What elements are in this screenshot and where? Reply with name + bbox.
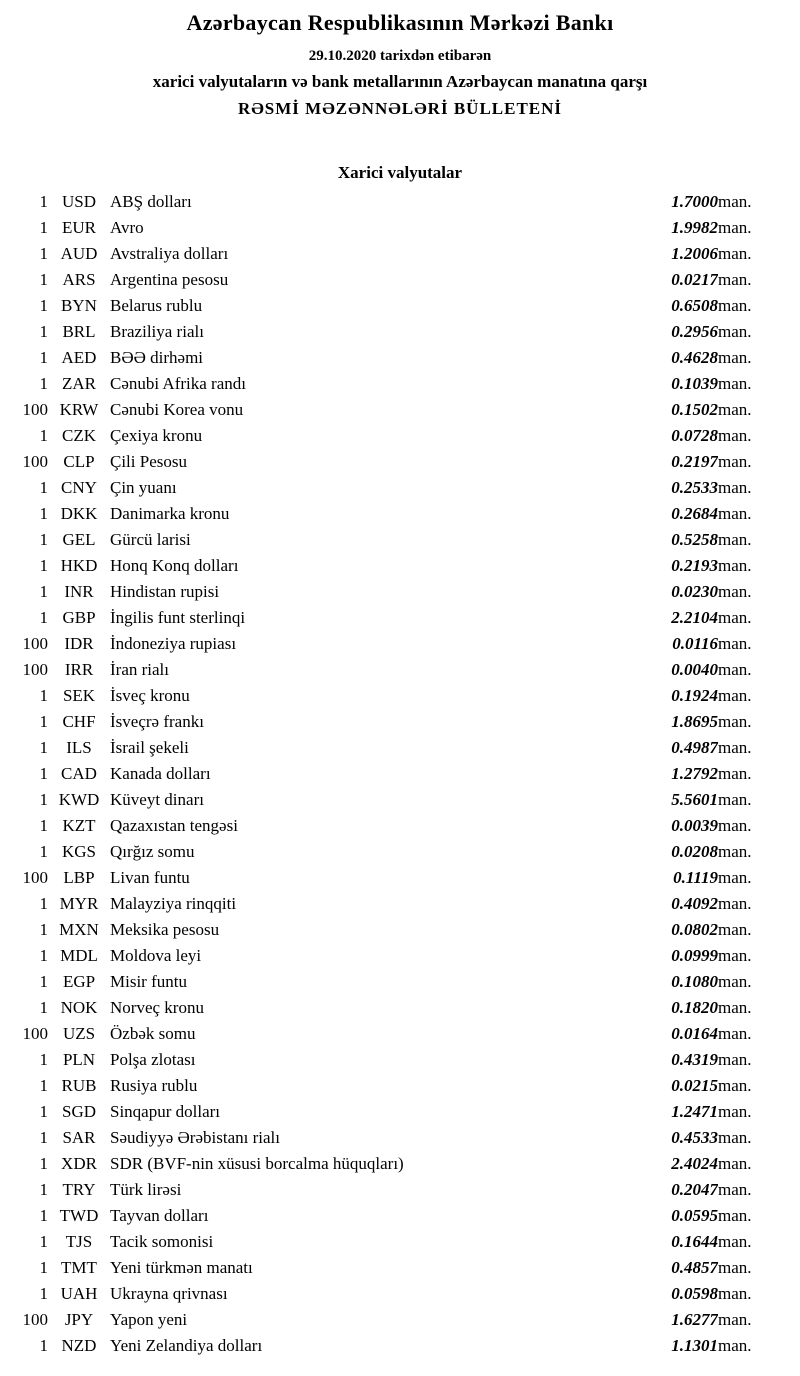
currency-code: GEL (62, 530, 96, 549)
rate-quantity: 100 (22, 660, 48, 679)
rate-value: 0.0217 (671, 270, 718, 289)
rate-quantity: 1 (39, 686, 48, 705)
rate-unit: man. (718, 1336, 752, 1355)
rate-unit: man. (718, 322, 752, 341)
rate-unit: man. (718, 1024, 752, 1043)
currency-name: Moldova leyi (110, 946, 202, 965)
rate-quantity: 1 (39, 608, 48, 627)
rate-unit: man. (718, 712, 752, 731)
rate-unit: man. (718, 686, 752, 705)
currency-name: Rusiya rublu (110, 1076, 198, 1095)
rate-value: 0.0802 (671, 920, 718, 939)
currency-name: Çili Pesosu (110, 452, 187, 471)
rate-quantity: 100 (22, 634, 48, 653)
rate-row (4, 1047, 774, 1073)
rate-unit: man. (718, 738, 752, 757)
currency-name: İsveç kronu (110, 686, 190, 705)
currency-name: Polşa zlotası (110, 1050, 196, 1069)
currency-name: Yapon yeni (110, 1310, 188, 1329)
currency-code: AUD (60, 244, 98, 263)
currency-code: CHF (62, 712, 96, 731)
rate-unit: man. (718, 1102, 752, 1121)
rate-quantity: 1 (39, 1076, 48, 1095)
rate-unit: man. (718, 348, 752, 367)
currency-name: Çexiya kronu (110, 426, 203, 445)
rate-value: 1.2006 (671, 244, 718, 263)
rate-row (4, 683, 774, 709)
rate-value: 0.0595 (671, 1206, 718, 1225)
currency-code: KZT (62, 816, 96, 835)
currency-code: CZK (62, 426, 96, 445)
rate-value: 0.0039 (671, 816, 718, 835)
rate-value: 0.6508 (671, 296, 718, 315)
rates-table-body (4, 189, 774, 1359)
currency-code: TJS (65, 1232, 93, 1251)
rate-quantity: 1 (39, 244, 48, 263)
rate-row (4, 735, 774, 761)
document-subtitle: xarici valyutaların və bank metallarının Azərbaycan manatına qarşı (152, 72, 648, 91)
currency-name: Tacik somonisi (110, 1232, 214, 1251)
rate-row (4, 319, 774, 345)
currency-name: Gürcü larisi (110, 530, 191, 549)
rate-quantity: 1 (39, 972, 48, 991)
exchange-rates-table (4, 189, 774, 1359)
rate-row (4, 761, 774, 787)
rate-unit: man. (718, 244, 752, 263)
rate-quantity: 1 (39, 738, 48, 757)
currency-code: BYN (61, 296, 97, 315)
currency-code: CLP (63, 452, 95, 471)
currency-name: Səudiyyə Ərəbistanı rialı (110, 1128, 280, 1147)
rate-value: 1.2471 (671, 1102, 718, 1121)
rate-row (4, 1281, 774, 1307)
currency-name: Sinqapur dolları (110, 1102, 221, 1121)
currency-name: Braziliya rialı (110, 322, 204, 341)
currency-code: ZAR (62, 374, 96, 393)
currency-name: Norveç kronu (110, 998, 204, 1017)
rate-value: 0.0208 (671, 842, 718, 861)
rate-row (4, 267, 774, 293)
rate-quantity: 1 (39, 790, 48, 809)
rate-row (4, 501, 774, 527)
rate-unit: man. (718, 868, 752, 887)
rate-unit: man. (718, 1310, 752, 1329)
rate-value: 1.9982 (671, 218, 718, 237)
rate-quantity: 1 (39, 712, 48, 731)
rate-quantity: 100 (22, 400, 48, 419)
rate-value: 0.1119 (673, 868, 718, 887)
rate-unit: man. (718, 634, 752, 653)
rate-row (4, 241, 774, 267)
currency-name: Qazaxıstan tengəsi (110, 816, 238, 835)
rate-unit: man. (718, 660, 752, 679)
currency-name: İsveçrə frankı (110, 712, 204, 731)
rate-quantity: 100 (22, 1310, 48, 1329)
rate-row (4, 345, 774, 371)
currency-name: Avstraliya dolları (110, 244, 229, 263)
rate-unit: man. (718, 920, 752, 939)
rate-unit: man. (718, 816, 752, 835)
rate-value: 0.4319 (671, 1050, 718, 1069)
currency-name: Çin yuanı (110, 478, 177, 497)
currency-name: ABŞ dolları (110, 192, 192, 211)
currency-name: İran rialı (110, 660, 169, 679)
rate-quantity: 1 (39, 270, 48, 289)
rate-row (4, 865, 774, 891)
rate-value: 0.4628 (671, 348, 718, 367)
currency-name: Kanada dolları (110, 764, 211, 783)
rate-unit: man. (718, 504, 752, 523)
rate-unit: man. (718, 192, 752, 211)
currency-code: AED (61, 348, 97, 367)
rate-quantity: 1 (39, 998, 48, 1017)
currency-code: JPY (64, 1310, 94, 1329)
rate-unit: man. (718, 452, 752, 471)
currency-code: SGD (61, 1102, 96, 1121)
rate-value: 0.2533 (671, 478, 718, 497)
currency-name: Yeni türkmən manatı (110, 1258, 253, 1277)
currency-code: KRW (59, 400, 99, 419)
rate-quantity: 1 (39, 192, 48, 211)
currency-code: SEK (62, 686, 96, 705)
rate-unit: man. (718, 1284, 752, 1303)
rate-unit: man. (718, 972, 752, 991)
rate-quantity: 1 (39, 1050, 48, 1069)
currency-code: CAD (61, 764, 97, 783)
rate-value: 2.4024 (671, 1154, 718, 1173)
rate-unit: man. (718, 400, 752, 419)
rate-quantity: 1 (39, 348, 48, 367)
rate-row (4, 189, 774, 215)
currency-code: BRL (62, 322, 96, 341)
currency-code: GBP (62, 608, 96, 627)
rate-unit: man. (718, 842, 752, 861)
rate-unit: man. (718, 946, 752, 965)
rate-unit: man. (718, 1206, 752, 1225)
currency-code: USD (61, 192, 96, 211)
rate-quantity: 1 (39, 322, 48, 341)
rate-unit: man. (718, 1258, 752, 1277)
currency-code: HKD (60, 556, 98, 575)
rate-value: 1.8695 (671, 712, 718, 731)
currency-code: PLN (62, 1050, 96, 1069)
bank-title: Azərbaycan Respublikasının Mərkəzi Bankı (186, 10, 614, 35)
currency-code: MXN (59, 920, 99, 939)
rate-value: 0.0164 (671, 1024, 718, 1043)
rate-quantity: 100 (22, 452, 48, 471)
rate-value: 1.1301 (671, 1336, 718, 1355)
rate-row (4, 917, 774, 943)
rate-unit: man. (718, 894, 752, 913)
rate-value: 0.4987 (671, 738, 718, 757)
rate-quantity: 1 (39, 764, 48, 783)
currency-code: KGS (61, 842, 96, 861)
rate-row (4, 839, 774, 865)
rate-row (4, 553, 774, 579)
rate-row (4, 215, 774, 241)
rate-unit: man. (718, 478, 752, 497)
rate-row (4, 1151, 774, 1177)
currency-code: RUB (61, 1076, 97, 1095)
rate-unit: man. (718, 764, 752, 783)
rate-quantity: 1 (39, 946, 48, 965)
rate-row (4, 1099, 774, 1125)
currency-name: Cənubi Afrika randı (110, 374, 246, 393)
rate-unit: man. (718, 790, 752, 809)
currency-code: ILS (66, 738, 92, 757)
rate-quantity: 1 (39, 582, 48, 601)
currency-name: Honq Konq dolları (110, 556, 239, 575)
rate-quantity: 1 (39, 894, 48, 913)
rate-value: 0.0728 (671, 426, 718, 445)
currency-code: IDR (64, 634, 94, 653)
currency-code: MDL (60, 946, 98, 965)
currency-name: Livan funtu (110, 868, 190, 887)
currency-name: Cənubi Korea vonu (110, 400, 244, 419)
rate-unit: man. (718, 1232, 752, 1251)
currency-code: TWD (59, 1206, 99, 1225)
rate-value: 0.1080 (671, 972, 718, 991)
rate-row (4, 709, 774, 735)
bulletin-title: RƏSMİ MƏZƏNNƏLƏRİ BÜLLETENİ (237, 99, 563, 118)
rate-quantity: 1 (39, 374, 48, 393)
currency-name: İndoneziya rupiası (110, 634, 237, 653)
rate-quantity: 1 (39, 1180, 48, 1199)
rate-row (4, 475, 774, 501)
rate-value: 1.2792 (671, 764, 718, 783)
rate-quantity: 1 (39, 504, 48, 523)
rate-row (4, 1125, 774, 1151)
document-header (0, 10, 800, 119)
currency-code: SAR (62, 1128, 96, 1147)
rate-row (4, 1073, 774, 1099)
rate-quantity: 1 (39, 1102, 48, 1121)
section-title-foreign-currencies: Xarici valyutalar (337, 163, 463, 182)
currency-code: NZD (61, 1336, 97, 1355)
currency-code: TMT (61, 1258, 97, 1277)
rate-value: 2.2104 (671, 608, 718, 627)
rate-unit: man. (718, 1154, 752, 1173)
rate-quantity: 1 (39, 218, 48, 237)
currency-code: IRR (64, 660, 94, 679)
rate-quantity: 100 (22, 868, 48, 887)
currency-name: Özbək somu (110, 1024, 196, 1043)
rate-row (4, 1255, 774, 1281)
rate-unit: man. (718, 374, 752, 393)
rate-value: 0.5258 (671, 530, 718, 549)
rate-quantity: 1 (39, 1206, 48, 1225)
currency-code: INR (64, 582, 94, 601)
rate-value: 1.7000 (671, 192, 718, 211)
rate-value: 0.0116 (672, 634, 718, 653)
currency-code: NOK (60, 998, 98, 1017)
rate-unit: man. (718, 1180, 752, 1199)
currency-name: İngilis funt sterlinqi (110, 608, 246, 627)
rate-value: 0.1924 (671, 686, 718, 705)
rate-value: 0.0598 (671, 1284, 718, 1303)
rate-row (4, 787, 774, 813)
rate-quantity: 1 (39, 478, 48, 497)
rate-value: 0.2193 (671, 556, 718, 575)
currency-code: EUR (62, 218, 96, 237)
currency-code: ARS (62, 270, 96, 289)
rate-unit: man. (718, 1076, 752, 1095)
rate-value: 0.0215 (671, 1076, 718, 1095)
rate-row (4, 1021, 774, 1047)
rate-value: 0.1644 (671, 1232, 718, 1251)
rate-unit: man. (718, 270, 752, 289)
rate-value: 0.2197 (671, 452, 718, 471)
rate-unit: man. (718, 218, 752, 237)
rate-row (4, 943, 774, 969)
rate-quantity: 1 (39, 296, 48, 315)
currency-name: Avro (110, 218, 144, 237)
rate-row (4, 293, 774, 319)
rate-value: 0.0040 (671, 660, 718, 679)
rate-row (4, 579, 774, 605)
rate-quantity: 1 (39, 530, 48, 549)
rate-row (4, 371, 774, 397)
currency-name: SDR (BVF-nin xüsusi borcalma hüquqları) (110, 1154, 404, 1173)
rate-value: 0.1039 (671, 374, 718, 393)
rate-row (4, 1333, 774, 1359)
rate-quantity: 1 (39, 1154, 48, 1173)
rate-quantity: 1 (39, 1232, 48, 1251)
currency-name: Qırğız somu (110, 842, 195, 861)
rate-row (4, 527, 774, 553)
rate-quantity: 1 (39, 816, 48, 835)
currency-code: MYR (59, 894, 99, 913)
rate-row (4, 995, 774, 1021)
rate-value: 0.0230 (671, 582, 718, 601)
effective-date-line: 29.10.2020 tarixdən etibarən (308, 48, 492, 64)
currency-name: Hindistan rupisi (110, 582, 220, 601)
rate-quantity: 1 (39, 842, 48, 861)
rate-value: 0.1502 (671, 400, 718, 419)
rate-quantity: 1 (39, 426, 48, 445)
rate-unit: man. (718, 530, 752, 549)
rate-unit: man. (718, 296, 752, 315)
currency-name: Danimarka kronu (110, 504, 230, 523)
rate-quantity: 1 (39, 920, 48, 939)
rate-row (4, 1203, 774, 1229)
rate-unit: man. (718, 608, 752, 627)
rate-row (4, 423, 774, 449)
rate-row (4, 657, 774, 683)
rate-value: 5.5601 (671, 790, 718, 809)
rate-unit: man. (718, 1050, 752, 1069)
rate-unit: man. (718, 1128, 752, 1147)
rate-unit: man. (718, 426, 752, 445)
currency-name: BƏƏ dirhəmi (110, 348, 204, 367)
rate-value: 0.1820 (671, 998, 718, 1017)
rate-value: 0.2684 (671, 504, 718, 523)
rate-unit: man. (718, 582, 752, 601)
currency-name: Misir funtu (110, 972, 187, 991)
rate-row (4, 891, 774, 917)
currency-code: CNY (61, 478, 97, 497)
rate-value: 1.6277 (671, 1310, 718, 1329)
currency-name: İsrail şekeli (110, 738, 189, 757)
rate-unit: man. (718, 556, 752, 575)
currency-name: Meksika pesosu (110, 920, 220, 939)
rate-unit: man. (718, 998, 752, 1017)
rate-value: 0.2047 (671, 1180, 718, 1199)
rate-value: 0.0999 (671, 946, 718, 965)
rate-row (4, 397, 774, 423)
rate-row (4, 631, 774, 657)
currency-name: Küveyt dinarı (110, 790, 204, 809)
rate-row (4, 1177, 774, 1203)
currency-code: TRY (62, 1180, 96, 1199)
currency-name: Malayziya rinqqiti (110, 894, 237, 913)
currency-name: Belarus rublu (110, 296, 203, 315)
rate-quantity: 1 (39, 1258, 48, 1277)
rate-value: 0.4092 (671, 894, 718, 913)
rate-quantity: 1 (39, 1128, 48, 1147)
rate-quantity: 1 (39, 1336, 48, 1355)
currency-name: Argentina pesosu (110, 270, 229, 289)
currency-name: Yeni Zelandiya dolları (110, 1336, 263, 1355)
rate-row (4, 449, 774, 475)
rate-row (4, 1307, 774, 1333)
rate-row (4, 969, 774, 995)
rate-value: 0.4533 (671, 1128, 718, 1147)
currency-name: Ukrayna qrivnası (110, 1284, 228, 1303)
rate-value: 0.4857 (671, 1258, 718, 1277)
rate-row (4, 813, 774, 839)
currency-code: EGP (62, 972, 96, 991)
rate-row (4, 605, 774, 631)
currency-name: Tayvan dolları (110, 1206, 209, 1225)
currency-code: LBP (63, 868, 95, 887)
rate-quantity: 1 (39, 1284, 48, 1303)
currency-code: XDR (61, 1154, 97, 1173)
currency-code: KWD (58, 790, 100, 809)
currency-code: DKK (60, 504, 98, 523)
rate-row (4, 1229, 774, 1255)
rate-value: 0.2956 (671, 322, 718, 341)
currency-code: UZS (62, 1024, 96, 1043)
rate-quantity: 1 (39, 556, 48, 575)
rate-quantity: 100 (22, 1024, 48, 1043)
currency-name: Türk lirəsi (110, 1180, 182, 1199)
currency-code: UAH (60, 1284, 98, 1303)
